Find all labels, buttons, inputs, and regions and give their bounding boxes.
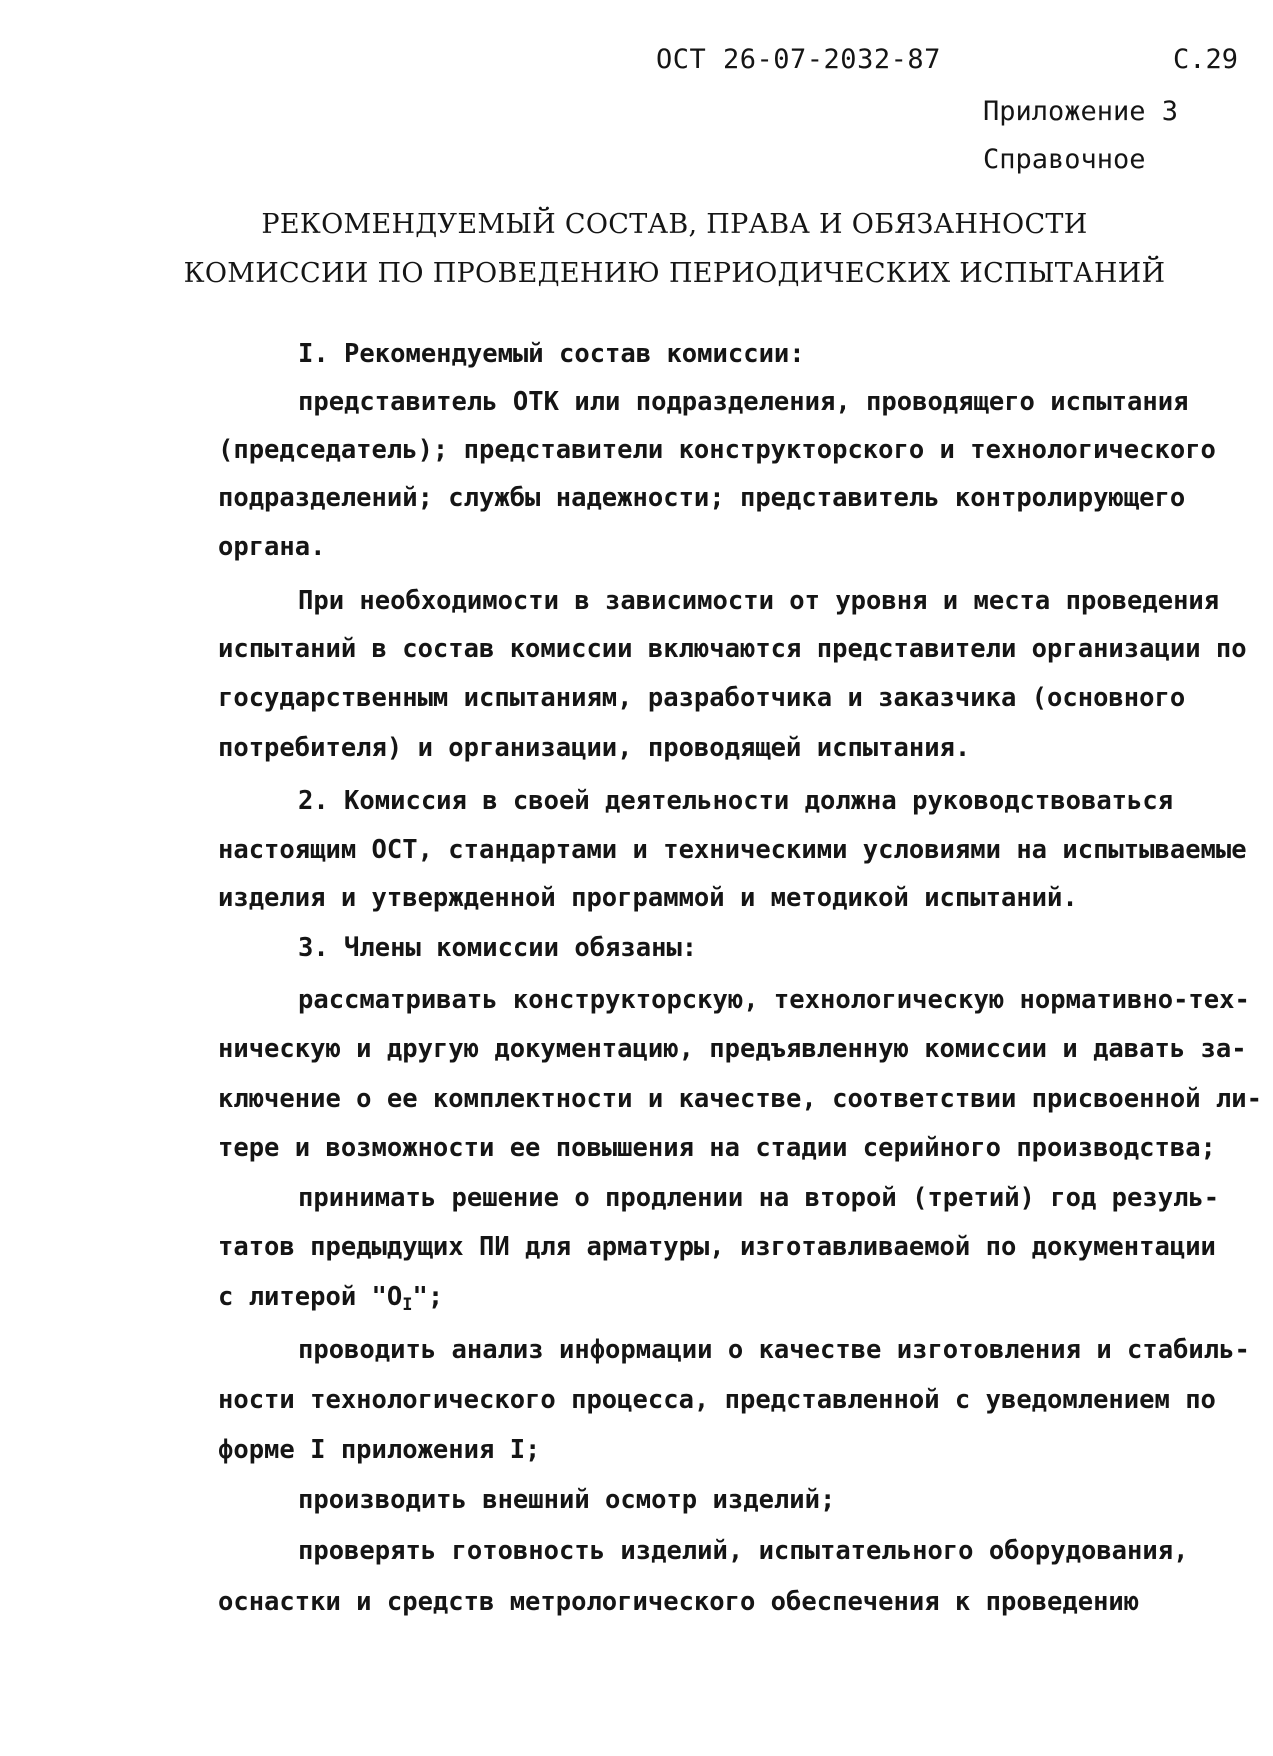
text-fragment: с литерой "O: [218, 1282, 403, 1312]
text-line: подразделений; службы надежности; представитель контролирующего: [218, 483, 1186, 513]
text-line: При необходимости в зависимости от уровня и места проведения: [298, 586, 1220, 616]
text-line: рассматривать конструкторскую, технологическую нормативно-тех-: [298, 985, 1250, 1015]
text-line: изделия и утвержденной программой и методикой испытаний.: [218, 883, 1078, 913]
text-line: 3. Члены комиссии обязаны:: [298, 933, 698, 963]
text-line: оснастки и средств метрологического обеспечения к проведению: [218, 1587, 1140, 1617]
text-line: форме I приложения I;: [218, 1435, 541, 1465]
text-line: ности технологического процесса, представленной с уведомлением по: [218, 1385, 1216, 1415]
subscript: I: [402, 1295, 413, 1315]
text-line: 2. Комиссия в своей деятельности должна руководствоваться: [298, 786, 1174, 816]
text-line: ключение о ее комплектности и качестве, соответствии присвоенной ли-: [218, 1084, 1262, 1114]
text-fragment: ";: [412, 1282, 444, 1312]
text-line: (председатель); представители конструкторского и технологического: [218, 435, 1216, 465]
text-line: проверять готовность изделий, испытательного оборудования,: [298, 1536, 1189, 1566]
appendix-type: Справочное: [983, 144, 1146, 175]
text-line: проводить анализ информации о качестве изготовления и стабиль-: [298, 1335, 1250, 1365]
text-line: [218, 1281, 443, 1321]
section-heading-line-1: РЕКОМЕНДУЕМЫЙ СОСТАВ, ПРАВА И ОБЯЗАННОСТИ: [261, 209, 1088, 240]
text-line: настоящим ОСТ, стандартами и техническими условиями на испытываемые: [218, 835, 1247, 865]
text-line: татов предыдущих ПИ для арматуры, изготавливаемой по документации: [218, 1232, 1216, 1262]
text-line: испытаний в состав комиссии включаются представители организации по: [218, 634, 1247, 664]
section-heading-line-2: КОМИССИИ ПО ПРОВЕДЕНИЮ ПЕРИОДИЧЕСКИХ ИСПЫТАНИЙ: [183, 258, 1166, 289]
appendix-label: Приложение 3: [983, 96, 1179, 127]
text-line: I. Рекомендуемый состав комиссии:: [298, 339, 805, 369]
text-line: тере и возможности ее повышения на стадии серийного производства;: [218, 1133, 1216, 1163]
document-code: ОСТ 26-07-2032-87: [656, 44, 941, 75]
text-line: органа.: [218, 532, 326, 562]
text-line: принимать решение о продлении на второй (третий) год резуль-: [298, 1183, 1220, 1213]
text-line: государственным испытаниям, разработчика и заказчика (основного: [218, 683, 1186, 713]
text-line: потребителя) и организации, проводящей испытания.: [218, 733, 971, 763]
text-line: представитель ОТК или подразделения, проводящего испытания: [298, 387, 1189, 417]
text-line: производить внешний осмотр изделий;: [298, 1485, 836, 1515]
text-line: ническую и другую документацию, предъявленную комиссии и давать за-: [218, 1034, 1247, 1064]
page-number: С.29: [1173, 44, 1239, 75]
